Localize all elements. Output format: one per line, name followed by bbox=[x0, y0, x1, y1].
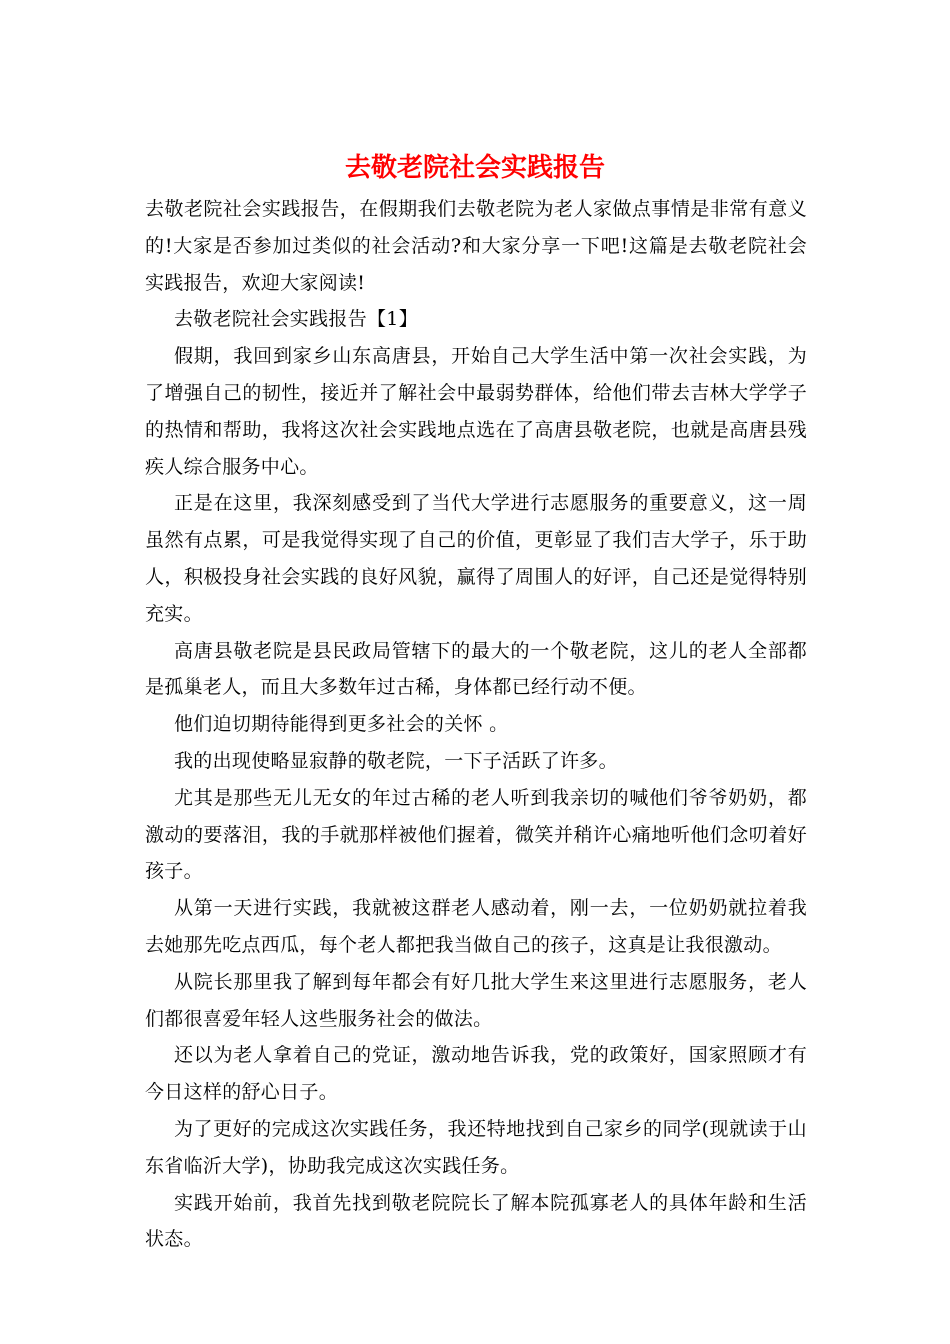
body-paragraph: 从第一天进行实践，我就被这群老人感动着，刚一去，一位奶奶就拉着我去她那先吃点西瓜，每个老人都把我当做自己的孩子，这真是让我很激动。 bbox=[145, 897, 807, 956]
section-heading: 去敬老院社会实践报告【1】 bbox=[174, 308, 418, 331]
body-paragraph: 高唐县敬老院是县民政局管辖下的最大的一个敬老院，这儿的老人全部都是孤巢老人，而且大多数年过古稀，身体都已经行动不便。 bbox=[145, 639, 807, 699]
body-paragraph: 假期，我回到家乡山东高唐县，开始自己大学生活中第一次社会实践，为了增强自己的韧性，接近并了解社会中最弱势群体，给他们带去吉林大学学子的热情和帮助，我将这次社会实践地点选在了高唐县敬老院，也就是高唐县残疾人综合服务中心。 bbox=[145, 345, 807, 478]
document-title: 去敬老院社会实践报告 bbox=[344, 153, 605, 183]
body-paragraph: 正是在这里，我深刻感受到了当代大学进行志愿服务的重要意义，这一周虽然有点累，可是我觉得实现了自己的价值，更彰显了我们吉大学子，乐于助人，积极投身社会实践的良好风貌，赢得了周围人的好评，自己还是觉得特别充实。 bbox=[145, 492, 807, 625]
body-paragraph: 实践开始前，我首先找到敬老院院长了解本院孤寡老人的具体年龄和生活状态。 bbox=[145, 1191, 807, 1251]
document-body bbox=[145, 191, 807, 1258]
intro-paragraph: 去敬老院社会实践报告，在假期我们去敬老院为老人家做点事情是非常有意义的!大家是否参加过类似的社会活动?和大家分享一下吧!这篇是去敬老院社会实践报告，欢迎大家阅读! bbox=[145, 198, 807, 294]
body-paragraph: 他们迫切期待能得到更多社会的关怀 。 bbox=[174, 713, 509, 736]
body-paragraph: 为了更好的完成这次实践任务，我还特地找到自己家乡的同学(现就读于山东省临沂大学)，协助我完成这次实践任务。 bbox=[145, 1117, 807, 1177]
body-paragraph: 尤其是那些无儿无女的年过古稀的老人听到我亲切的喊他们爷爷奶奶，都激动的要落泪，我的手就那样被他们握着，微笑并稍许心痛地听他们念叨着好孩子。 bbox=[145, 786, 807, 883]
body-paragraph: 从院长那里我了解到每年都会有好几批大学生来这里进行志愿服务，老人们都很喜爱年轻人这些服务社会的做法。 bbox=[145, 970, 807, 1030]
body-paragraph: 还以为老人拿着自己的党证，激动地告诉我，党的政策好，国家照顾才有今日这样的舒心日子。 bbox=[145, 1044, 807, 1104]
body-paragraph: 我的出现使略显寂静的敬老院，一下子活跃了许多。 bbox=[174, 749, 618, 772]
